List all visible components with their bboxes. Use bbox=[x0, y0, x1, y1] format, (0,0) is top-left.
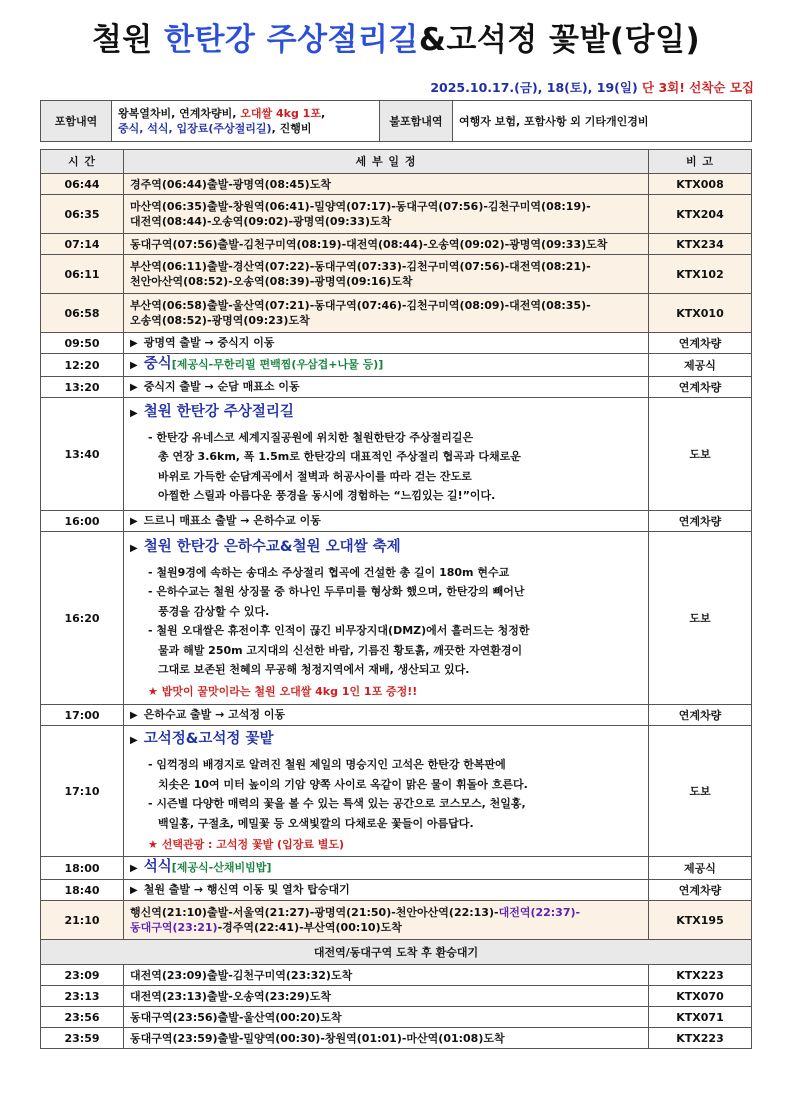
dates-text: 2025.10.17.(금), 18(토), 19(일) bbox=[430, 80, 643, 95]
included-rice: 오대쌀 4kg 1포 bbox=[240, 107, 321, 120]
detail-line: 마산역(06:35)출발-창원역(06:41)-밀양역(07:17)-동대구역(07:56)-김천구미역(08:19)- bbox=[130, 200, 591, 213]
row-detail bbox=[124, 354, 649, 377]
row-note: KTX204 bbox=[649, 195, 752, 234]
detail-line: 부산역(06:11)출발-경산역(07:22)-동대구역(07:33)-김천구미역(07:56)-대전역(08:21)- bbox=[130, 260, 591, 273]
row-detail: 대전역(23:09)출발-김천구미역(23:32)도착 bbox=[124, 965, 649, 986]
row-note: KTX223 bbox=[649, 965, 752, 986]
transfer-banner-text: 대전역/동대구역 도착 후 환승대기 bbox=[41, 940, 752, 965]
detail-heading bbox=[130, 536, 642, 560]
row-time: 16:20 bbox=[41, 532, 124, 705]
list-item: 아찔한 스릴과 아름다운 풍경을 동시에 경험하는 “느낌있는 길!”이다. bbox=[158, 489, 496, 502]
list-item: 치솟은 10여 미터 높이의 기암 양쪽 사이로 옥같이 맑은 물이 휘돌아 흐른다. bbox=[158, 777, 528, 791]
detail-line: 대전역(08:44)-오송역(09:02)-광명역(09:33)도착 bbox=[130, 215, 392, 228]
row-note: KTX102 bbox=[649, 255, 752, 294]
triangle-bullet-icon: ▶ bbox=[130, 735, 138, 746]
title-part-1: 철원 bbox=[91, 22, 164, 58]
detail-title: 철원 한탄강 은하수교&철원 오대쌀 축제 bbox=[143, 538, 401, 555]
included-items bbox=[112, 101, 380, 142]
row-note: KTX010 bbox=[649, 294, 752, 333]
row-note: 연계차량 bbox=[649, 511, 752, 532]
triangle-bullet-icon: ▶ bbox=[130, 885, 138, 896]
row-time: 23:13 bbox=[41, 986, 124, 1007]
table-row bbox=[41, 333, 752, 354]
row-time: 06:35 bbox=[41, 195, 124, 234]
list-item: - 은하수교는 철원 상징물 중 하나인 두루미를 형상화 했으며, 한탄강의 빼어난 bbox=[148, 585, 525, 598]
row-detail: 동대구역(23:59)출발-밀양역(00:30)-창원역(01:01)-마산역(01:08)도착 bbox=[124, 1028, 649, 1049]
table-row bbox=[41, 705, 752, 726]
detail-line: -경주역(22:41)-부산역(00:10)도착 bbox=[217, 921, 402, 934]
row-time: 06:44 bbox=[41, 174, 124, 195]
table-row bbox=[41, 255, 752, 294]
detail-list bbox=[130, 563, 642, 680]
detail-list bbox=[130, 755, 642, 833]
table-row bbox=[41, 901, 752, 940]
row-detail: 대전역(23:13)출발-오송역(23:29)도착 bbox=[124, 986, 649, 1007]
row-detail bbox=[124, 880, 649, 901]
row-time: 18:40 bbox=[41, 880, 124, 901]
row-note: 연계차량 bbox=[649, 880, 752, 901]
schedule-header bbox=[41, 150, 752, 174]
excluded-label: 불포함내역 bbox=[380, 101, 453, 142]
row-detail bbox=[124, 511, 649, 532]
row-note: KTX008 bbox=[649, 174, 752, 195]
triangle-bullet-icon: ▶ bbox=[130, 542, 138, 554]
detail-line-highlight: 대전역(22:37)- bbox=[498, 906, 581, 919]
row-time: 23:59 bbox=[41, 1028, 124, 1049]
detail-title: 중식 bbox=[143, 356, 172, 372]
list-item: - 철원9경에 속하는 송대소 주상절리 협곡에 건설한 총 길이 180m 현수교 bbox=[148, 565, 510, 579]
limited-notice: 단 3회! 선착순 모집 bbox=[642, 80, 754, 95]
row-time: 21:10 bbox=[41, 901, 124, 940]
detail-title: 철원 한탄강 주상절리길 bbox=[143, 403, 294, 420]
table-row bbox=[41, 174, 752, 195]
row-note: 도보 bbox=[649, 398, 752, 511]
schedule-table bbox=[40, 149, 752, 1049]
table-row bbox=[41, 294, 752, 333]
detail-line: 경주역(06:44)출발-광명역(08:45)도착 bbox=[130, 177, 331, 191]
row-note: 연계차량 bbox=[649, 333, 752, 354]
detail-text: 드르니 매표소 출발 → 은하수교 이동 bbox=[143, 514, 321, 527]
row-detail: 동대구역(23:56)출발-울산역(00:20)도착 bbox=[124, 1007, 649, 1028]
included-meals: 중식, 석식, 입장료(주상절리길) bbox=[118, 122, 272, 135]
row-note: KTX234 bbox=[649, 234, 752, 255]
row-time: 06:11 bbox=[41, 255, 124, 294]
detail-text: 광명역 출발 → 중식지 이동 bbox=[143, 336, 275, 349]
triangle-bullet-icon: ▶ bbox=[130, 360, 138, 371]
row-detail bbox=[124, 377, 649, 398]
row-detail bbox=[124, 195, 649, 234]
detail-heading bbox=[130, 401, 642, 425]
inclusion-table bbox=[40, 100, 752, 142]
row-time: 07:14 bbox=[41, 234, 124, 255]
table-row bbox=[41, 880, 752, 901]
detail-extra: [제공식-산채비빔밥] bbox=[171, 861, 272, 874]
row-time: 13:20 bbox=[41, 377, 124, 398]
row-detail bbox=[124, 255, 649, 294]
list-item: - 한탄강 유네스코 세계지질공원에 위치한 철원한탄강 주상절리길은 bbox=[148, 430, 474, 444]
detail-title: 석식 bbox=[143, 859, 172, 875]
list-item: - 임꺽정의 배경지로 알려진 철원 제일의 명승지인 고석은 한탄강 한복판에 bbox=[148, 758, 506, 771]
table-row bbox=[41, 511, 752, 532]
header-detail: 세 부 일 정 bbox=[124, 150, 649, 174]
row-time: 06:58 bbox=[41, 294, 124, 333]
row-time: 16:00 bbox=[41, 511, 124, 532]
table-row bbox=[41, 1028, 752, 1049]
row-detail bbox=[124, 234, 649, 255]
row-detail bbox=[124, 532, 649, 705]
table-row bbox=[41, 234, 752, 255]
detail-list bbox=[130, 428, 642, 506]
row-detail bbox=[124, 901, 649, 940]
table-row bbox=[41, 195, 752, 234]
list-item: 물과 해발 250m 고지대의 신선한 바람, 기름진 황토흙, 깨끗한 자연환경이 bbox=[158, 643, 523, 657]
row-detail bbox=[124, 333, 649, 354]
row-time: 23:09 bbox=[41, 965, 124, 986]
title-part-2: 한탄강 주상절리길 bbox=[164, 22, 419, 58]
row-detail bbox=[124, 398, 649, 511]
row-time: 23:56 bbox=[41, 1007, 124, 1028]
row-time: 12:20 bbox=[41, 354, 124, 377]
table-row bbox=[41, 377, 752, 398]
table-row bbox=[41, 986, 752, 1007]
table-row bbox=[41, 532, 752, 705]
included-text-2: , 진행비 bbox=[271, 122, 312, 135]
list-item: 그대로 보존된 천혜의 무공해 청정지역에서 재배, 생산되고 있다. bbox=[158, 663, 470, 676]
row-note: 도보 bbox=[649, 532, 752, 705]
header-note: 비 고 bbox=[649, 150, 752, 174]
list-item: 풍경을 감상할 수 있다. bbox=[158, 604, 270, 618]
table-row bbox=[41, 354, 752, 377]
table-row bbox=[41, 1007, 752, 1028]
included-comma: , bbox=[320, 107, 326, 120]
triangle-bullet-icon: ▶ bbox=[130, 407, 138, 419]
row-detail bbox=[124, 294, 649, 333]
row-note: KTX071 bbox=[649, 1007, 752, 1028]
detail-line-highlight: 동대구역(23:21) bbox=[130, 921, 218, 934]
row-detail bbox=[124, 857, 649, 880]
header-time: 시 간 bbox=[41, 150, 124, 174]
row-note: 도보 bbox=[649, 726, 752, 857]
list-item: 바위로 가득한 순담계곡에서 절벽과 허공사이를 따라 걷는 잔도로 bbox=[158, 469, 472, 483]
included-text-1: 왕복열차비, 연계차량비, bbox=[118, 107, 241, 120]
row-note: 연계차량 bbox=[649, 377, 752, 398]
title-part-3: &고석정 꽃밭(당일) bbox=[418, 22, 701, 58]
detail-line: 천안아산역(08:52)-오송역(08:39)-광명역(09:16)도착 bbox=[130, 275, 413, 288]
table-row bbox=[41, 965, 752, 986]
optional-tour-notice: ★ 선택관광 : 고석정 꽃밭 (입장료 별도) bbox=[148, 838, 345, 851]
list-item: 총 연장 3.6km, 폭 1.5m로 한탄강의 대표적인 주상절리 협곡과 다채로운 bbox=[158, 450, 521, 463]
detail-line: 행신역(21:10)출발-서울역(21:27)-광명역(21:50)-천안아산역(22:13)- bbox=[130, 906, 499, 919]
table-row bbox=[41, 726, 752, 857]
detail-title: 고석정&고석정 꽃밭 bbox=[143, 731, 274, 747]
triangle-bullet-icon: ▶ bbox=[130, 382, 138, 393]
tour-dates bbox=[430, 78, 754, 96]
row-note: KTX070 bbox=[649, 986, 752, 1007]
gift-notice: ★ 밥맛이 꿀맛이라는 철원 오대쌀 4kg 1인 1포 증정!! bbox=[148, 684, 418, 698]
row-detail bbox=[124, 726, 649, 857]
list-item: - 철원 오대쌀은 휴전이후 인적이 끊긴 비무장지대(DMZ)에서 흘러드는 청정한 bbox=[148, 624, 530, 637]
triangle-bullet-icon: ▶ bbox=[130, 863, 138, 874]
detail-line: 동대구역(07:56)출발-김천구미역(08:19)-대전역(08:44)-오송역(09:02)-광명역(09:33)도착 bbox=[130, 237, 608, 251]
row-time: 18:00 bbox=[41, 857, 124, 880]
row-note: 제공식 bbox=[649, 354, 752, 377]
row-detail bbox=[124, 174, 649, 195]
row-time: 17:10 bbox=[41, 726, 124, 857]
row-time: 09:50 bbox=[41, 333, 124, 354]
triangle-bullet-icon: ▶ bbox=[130, 516, 138, 527]
detail-line: 부산역(06:58)출발-울산역(07:21)-동대구역(07:46)-김천구미역(08:09)-대전역(08:35)- bbox=[130, 299, 591, 312]
list-item: 백일홍, 구절초, 메밀꽃 등 오색빛깔의 다채로운 꽃들이 아름답다. bbox=[158, 816, 474, 830]
triangle-bullet-icon: ▶ bbox=[130, 710, 138, 721]
detail-text: 철원 출발 → 행신역 이동 및 열차 탑승대기 bbox=[143, 883, 350, 896]
table-row bbox=[41, 398, 752, 511]
transfer-banner bbox=[41, 940, 752, 965]
included-label: 포함내역 bbox=[41, 101, 112, 142]
row-note: KTX195 bbox=[649, 901, 752, 940]
page-title bbox=[0, 14, 792, 59]
row-time: 17:00 bbox=[41, 705, 124, 726]
detail-extra: [제공식-무한리필 편백찜(우삼겹+나물 등)] bbox=[171, 358, 384, 371]
detail-text: 은하수교 출발 → 고석정 이동 bbox=[143, 708, 286, 721]
excluded-items: 여행자 보험, 포함사항 외 기타개인경비 bbox=[453, 101, 752, 142]
table-row bbox=[41, 857, 752, 880]
list-item: - 시즌별 다양한 매력의 꽃을 볼 수 있는 특색 있는 공간으로 코스모스, 천일홍, bbox=[148, 797, 526, 810]
row-note: 제공식 bbox=[649, 857, 752, 880]
detail-line: 오송역(08:52)-광명역(09:23)도착 bbox=[130, 314, 310, 327]
detail-text: 중식지 출발 → 순담 매표소 이동 bbox=[143, 380, 300, 393]
triangle-bullet-icon: ▶ bbox=[130, 338, 138, 349]
row-time: 13:40 bbox=[41, 398, 124, 511]
row-note: KTX223 bbox=[649, 1028, 752, 1049]
detail-heading bbox=[130, 728, 642, 752]
row-note: 연계차량 bbox=[649, 705, 752, 726]
row-detail bbox=[124, 705, 649, 726]
